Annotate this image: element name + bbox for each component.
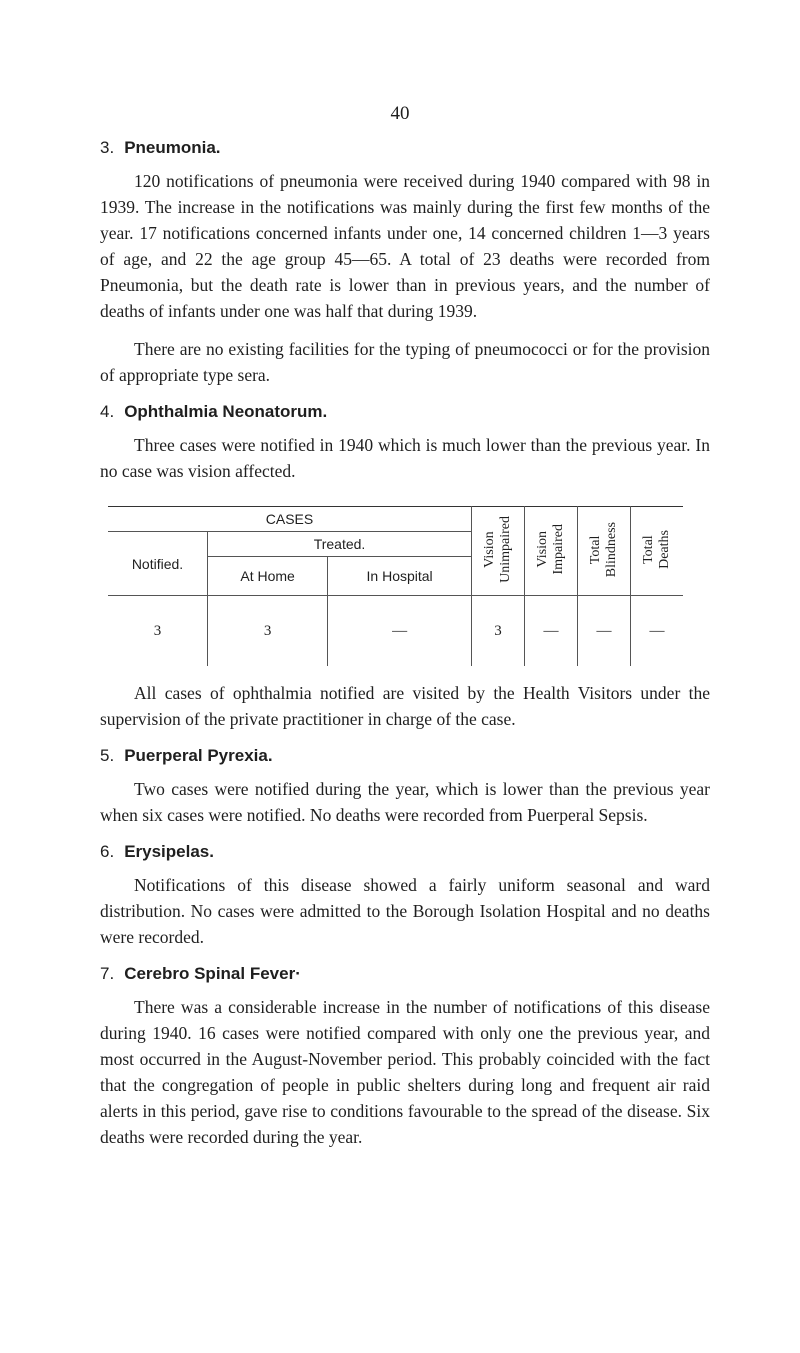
treated-header: Treated. <box>208 532 472 557</box>
vision-impaired-header <box>525 507 578 596</box>
section-heading <box>100 964 710 984</box>
paragraph: There are no existing facilities for the typing of pneumococci or for the provision of appropriate type sera. <box>100 339 710 385</box>
ophthalmia-cases-table <box>108 506 683 666</box>
section-heading <box>100 138 710 158</box>
section-number: 3. <box>100 138 115 157</box>
section-number: 7. <box>100 964 115 983</box>
at-home-value: 3 <box>208 596 328 667</box>
vision-unimpaired-header <box>472 507 525 596</box>
section-pneumonia <box>100 138 710 388</box>
section-ophthalmia <box>100 402 710 732</box>
section-puerperal-pyrexia <box>100 746 710 828</box>
section-number: 4. <box>100 402 115 421</box>
vision-impaired-value: — <box>525 596 578 667</box>
paragraph: Three cases were notified in 1940 which is much lower than the previous year. In no case was vision affected. <box>100 435 710 481</box>
total-blindness-value: — <box>578 596 631 667</box>
in-hospital-header: In Hospital <box>328 557 472 596</box>
section-title: Erysipelas. <box>124 842 214 861</box>
vision-unimpaired-value: 3 <box>472 596 525 667</box>
section-heading <box>100 746 710 766</box>
paragraph: All cases of ophthalmia notified are visited by the Health Visitors under the supervision of the private practitioner in charge of the case. <box>100 683 710 729</box>
at-home-header: At Home <box>208 557 328 596</box>
total-blindness-label: Total Blindness <box>588 521 619 578</box>
in-hospital-value: — <box>328 596 472 667</box>
table-row <box>108 596 683 667</box>
section-cerebro-spinal-fever <box>100 964 710 1150</box>
section-title: Ophthalmia Neonatorum. <box>124 402 328 421</box>
page-content <box>100 138 710 1162</box>
section-title: Cerebro Spinal Fever· <box>124 964 301 983</box>
paragraph: Notifications of this disease showed a fairly uniform seasonal and ward distribution. No cases were admitted to the Borough Isolation Hospital and no deaths were recorded. <box>100 875 710 947</box>
notified-header: Notified. <box>108 532 208 596</box>
cases-header: CASES <box>108 507 472 532</box>
vision-unimpaired-label: Vision Unimpaired <box>482 516 513 583</box>
paragraph: Two cases were notified during the year, which is lower than the previous year when six cases were notified. No deaths were recorded from Puerperal Sepsis. <box>100 779 710 825</box>
total-blindness-header <box>578 507 631 596</box>
paragraph: There was a considerable increase in the number of notifications of this disease during 1940. 16 cases were notified compared with only one the previous year, and most occurred in the August-November period. This probably coincided with the fact that the congregation of people in public shelters during long and frequent air raid alerts in this period, gave rise to conditions favourable to the spread of the disease. Six deaths were recorded during the year. <box>100 997 710 1147</box>
notified-value: 3 <box>108 596 208 667</box>
section-title: Pneumonia. <box>124 138 221 157</box>
vision-impaired-label: Vision Impaired <box>535 524 566 575</box>
section-title: Puerperal Pyrexia. <box>124 746 273 765</box>
total-deaths-label: Total Deaths <box>641 530 672 569</box>
section-heading <box>100 402 710 422</box>
section-erysipelas <box>100 842 710 950</box>
total-deaths-header <box>631 507 684 596</box>
section-number: 6. <box>100 842 115 861</box>
total-deaths-value: — <box>631 596 684 667</box>
paragraph: 120 notifications of pneumonia were received during 1940 compared with 98 in 1939. The increase in the notifications was mainly during the first few months of the year. 17 notifications concerned infants under one, 14 concerned children 1—3 years of age, and 22 the age group 45—65. A total of 23 deaths were recorded from Pneumonia, but the death rate is lower than in previous years, and the number of deaths of infants under one was half that during 1939. <box>100 171 710 321</box>
section-heading <box>100 842 710 862</box>
section-number: 5. <box>100 746 115 765</box>
page-number: 40 <box>390 103 410 124</box>
